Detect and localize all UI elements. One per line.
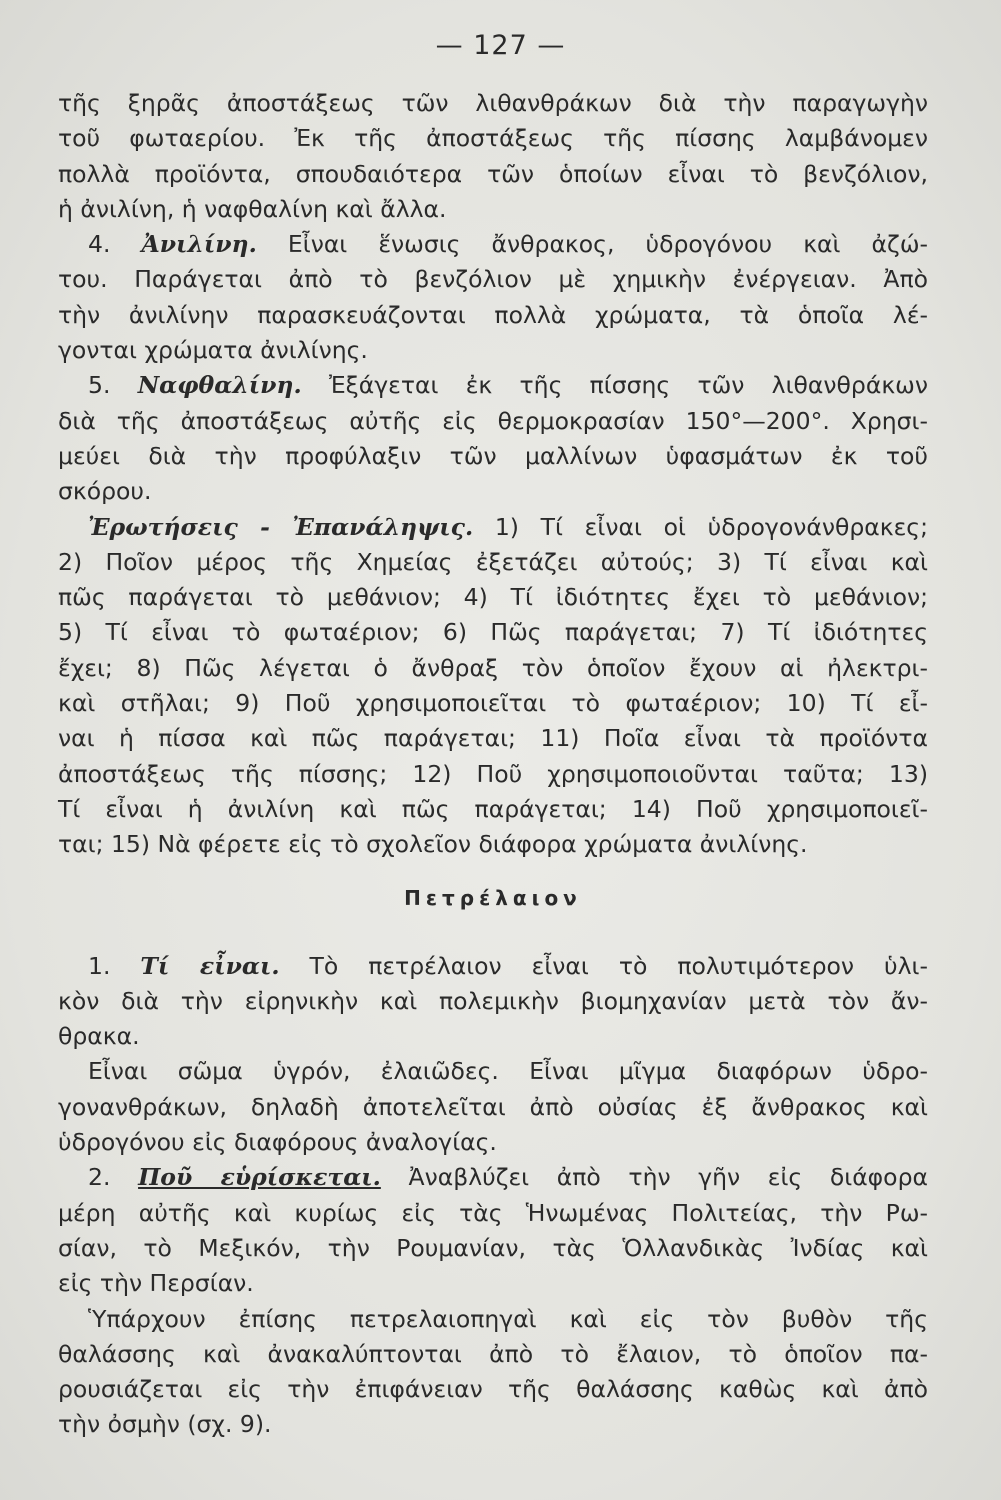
page-body [58,86,928,1443]
text-line: γονανθράκων, δηλαδὴ ἀποτελεῖται ἀπὸ οὐσίας ἐξ ἄνθρακος καὶ [58,1092,928,1121]
text-line: 2) Ποῖον μέρος τῆς Χημείας ἐξετάζει αὐτούς; 3) Τί εἶναι καὶ [58,547,928,576]
petroleum-item-2-first-line [58,1160,928,1195]
questions-first-line [58,510,928,545]
item-number: 2. [88,1163,111,1192]
questions-title: Ἐρωτήσεις - Ἐπανάληψις. [88,512,474,541]
text-line: τοῦ φωταερίου. Ἐκ τῆς ἀποστάξεως τῆς πίσσης λαμβάνομεν [58,124,928,153]
text-line: πῶς παράγεται τὸ μεθάνιον; 4) Τί ἰδιότητες ἔχει τὸ μεθάνιον; [58,583,928,612]
text-line: ναι ἡ πίσσα καὶ πῶς παράγεται; 11) Ποῖα εἶναι τὰ προϊόντα [58,724,928,753]
text-line: ἡ ἀνιλίνη, ἡ ναφθαλίνη καὶ ἄλλα. [58,194,447,223]
item-4-first-line [58,227,928,262]
text-line: Εἶναι σῶμα ὑγρόν, ἐλαιῶδες. Εἶναι μῖγμα διαφόρων ὑδρο- [88,1057,928,1086]
text-line: του. Παράγεται ἀπὸ τὸ βενζόλιον μὲ χημικὴν ἐνέργειαν. Ἀπὸ [58,265,928,294]
text-line: ἔχει; 8) Πῶς λέγεται ὁ ἄνθραξ τὸν ὁποῖον ἔχουν αἱ ἠλεκτρι- [58,653,928,682]
text-line: Ὑπάρχουν ἐπίσης πετρελαιοπηγαὶ καὶ εἰς τὸν βυθὸν τῆς [88,1304,928,1333]
page-number: — 127 — [435,30,566,61]
item-title-where-found: Ποῦ εὑρίσκεται. [138,1163,381,1192]
text-line: καὶ στῆλαι; 9) Ποῦ χρησιμοποιεῖται τὸ φωταέριον; 10) Τί εἶ- [58,689,928,718]
item-text: Εἶναι ἕνωσις ἄνθρακος, ὑδρογόνου καὶ ἀζώ- [287,230,928,259]
item-title-aniline: Ἀνιλίνη. [141,230,257,259]
item-title-naphthalene: Ναφθαλίνη. [137,371,302,400]
text-line: Τί εἶναι ἡ ἀνιλίνη καὶ πῶς παράγεται; 14) Ποῦ χρησιμοποιεῖ- [58,794,928,823]
text-line: ται; 15) Νὰ φέρετε εἰς τὸ σχολεῖον διάφορα χρώματα ἀνιλίνης. [58,830,808,859]
text-line: ὑδρογόνου εἰς διαφόρους ἀναλογίας. [58,1128,497,1157]
text-line: μέρη αὐτῆς καὶ κυρίως εἰς τὰς Ἡνωμένας Πολιτείας, τὴν Ρω- [58,1198,928,1227]
question-text: 1) Τί εἶναι οἱ ὑδρογονάνθρακες; [494,512,928,541]
item-title-what-is: Τί εἶναι. [140,951,280,980]
item-number: 4. [88,230,111,259]
text-line: θρακα. [58,1022,140,1051]
item-text: Ἀναβλύζει ἀπὸ τὴν γῆν εἰς διάφορα [408,1163,928,1192]
text-line: τὴν ἀνιλίνην παρασκευάζονται πολλὰ χρώματα, τὰ ὁποῖα λέ- [58,300,928,329]
text-line: πολλὰ προϊόντα, σπουδαιότερα τῶν ὁποίων εἶναι τὸ βενζόλιον, [58,159,928,188]
text-line: τῆς ξηρᾶς ἀποστάξεως τῶν λιθανθράκων διὰ τὴν παραγωγὴν [58,89,928,117]
text-line: τὴν ὀσμὴν (σχ. 9). [58,1410,272,1439]
text-line: σκόρου. [58,477,152,506]
item-number: 1. [88,951,111,980]
section-heading: Πετρέλαιον [404,885,582,910]
item-5-first-line [58,368,928,403]
text-line: ἀποστάξεως τῆς πίσσης; 12) Ποῦ χρησιμοποιοῦνται ταῦτα; 13) [58,759,928,788]
text-line: εἰς τὴν Περσίαν. [58,1269,254,1298]
text-line: 5) Τί εἶναι τὸ φωταέριον; 6) Πῶς παράγεται; 7) Τί ἰδιότητες [58,618,928,647]
text-line: γονται χρώματα ἀνιλίνης. [58,336,368,365]
item-text: Τὸ πετρέλαιον εἶναι τὸ πολυτιμότερον ὑλι- [309,951,928,980]
text-line: διὰ τῆς ἀποστάξεως αὐτῆς εἰς θερμοκρασίαν 150°—200°. Χρησι- [58,406,928,435]
item-number: 5. [88,371,111,400]
text-line: θαλάσσης καὶ ἀνακαλύπτονται ἀπὸ τὸ ἔλαιον, τὸ ὁποῖον πα- [58,1339,928,1368]
petroleum-item-1-first-line [58,949,928,984]
text-line: σίαν, τὸ Μεξικόν, τὴν Ρουμανίαν, τὰς Ὁλλανδικὰς Ἰνδίας καὶ [58,1233,928,1262]
text-line: κὸν διὰ τὴν εἰρηνικὴν καὶ πολεμικὴν βιομηχανίαν μετὰ τὸν ἄν- [58,986,928,1015]
text-line: μεύει διὰ τὴν προφύλαξιν τῶν μαλλίνων ὑφασμάτων ἐκ τοῦ [58,441,928,470]
item-text: Ἐξάγεται ἐκ τῆς πίσσης τῶν λιθανθράκων [328,371,928,400]
spacer [58,933,928,949]
text-line: ρουσιάζεται εἰς τὴν ἐπιφάνειαν τῆς θαλάσσης καθὼς καὶ ἀπὸ [58,1375,928,1404]
